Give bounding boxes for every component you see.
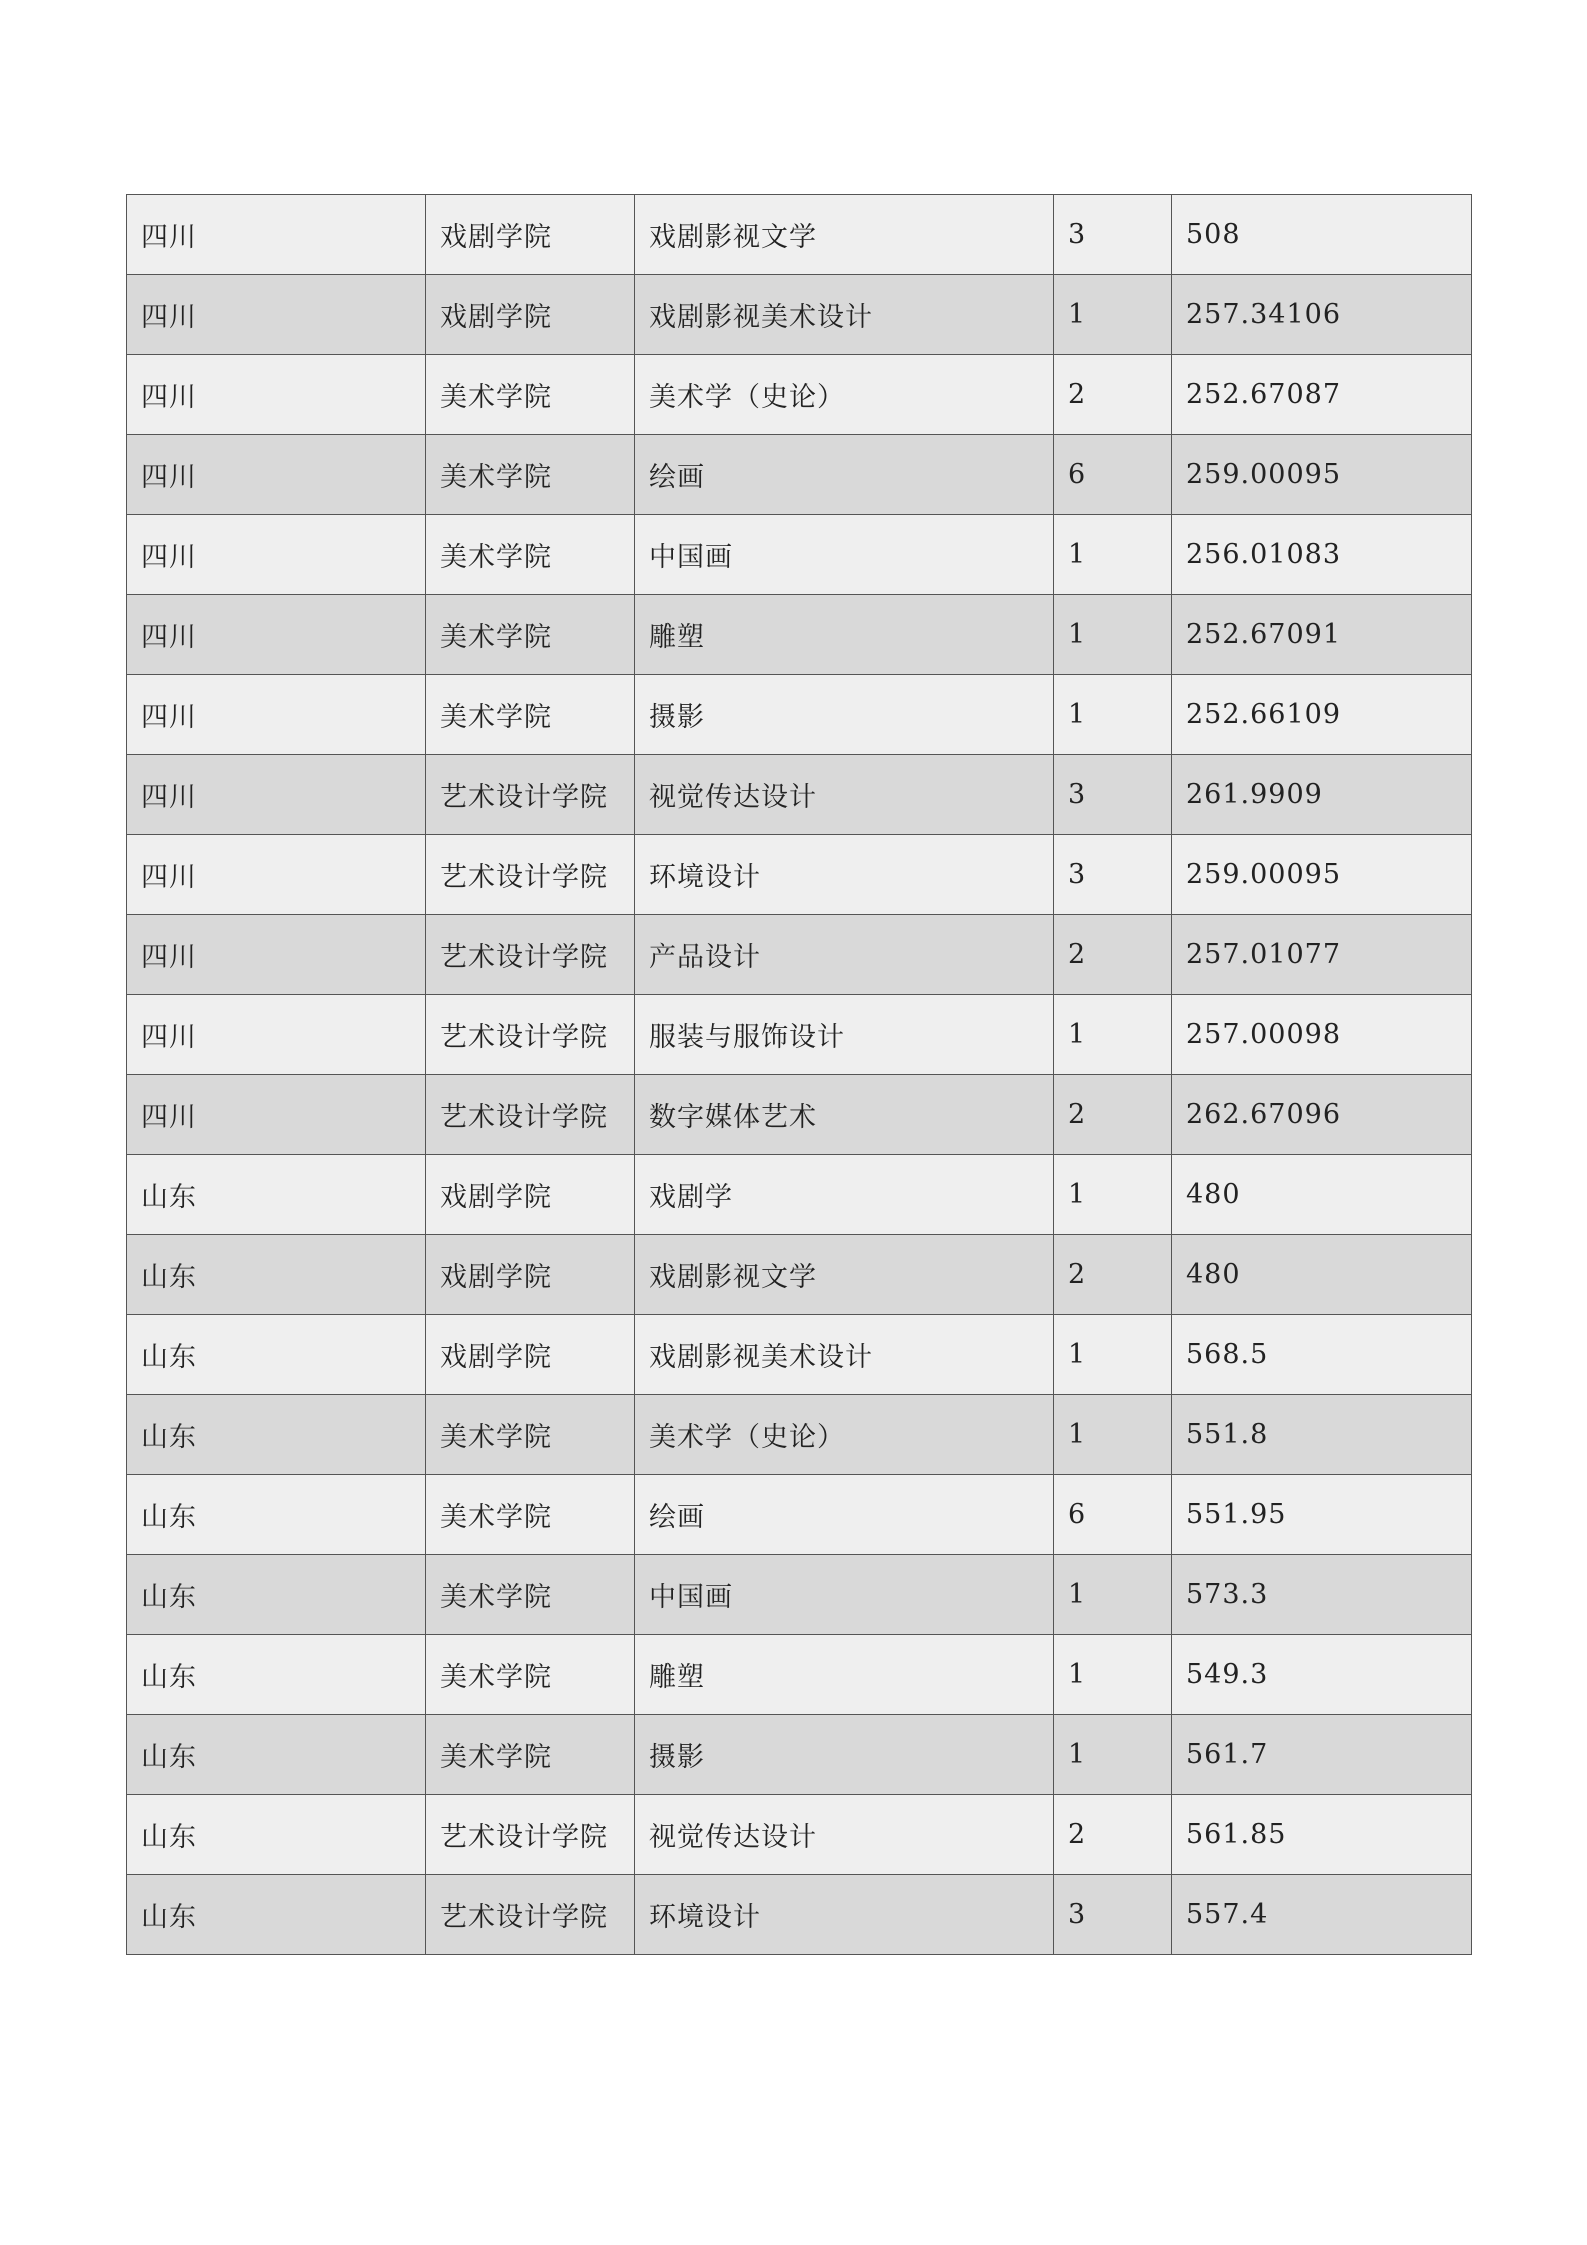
score-cell: 252.66109 (1172, 675, 1472, 755)
province-cell: 四川 (127, 675, 426, 755)
major-cell: 中国画 (635, 515, 1054, 595)
table-row (127, 1075, 1472, 1155)
table-row (127, 1555, 1472, 1635)
province-cell: 山东 (127, 1555, 426, 1635)
table-row (127, 1395, 1472, 1475)
count-cell: 3 (1054, 755, 1172, 835)
score-cell: 262.67096 (1172, 1075, 1472, 1155)
province-cell: 山东 (127, 1475, 426, 1555)
table-row (127, 835, 1472, 915)
major-cell: 戏剧影视文学 (635, 1235, 1054, 1315)
college-cell: 艺术设计学院 (426, 995, 635, 1075)
major-cell: 戏剧影视美术设计 (635, 275, 1054, 355)
table-row (127, 1315, 1472, 1395)
province-cell: 四川 (127, 355, 426, 435)
count-cell: 6 (1054, 435, 1172, 515)
province-cell: 四川 (127, 595, 426, 675)
count-cell: 1 (1054, 595, 1172, 675)
province-cell: 山东 (127, 1155, 426, 1235)
table-row (127, 1875, 1472, 1955)
table-row (127, 435, 1472, 515)
score-cell: 551.95 (1172, 1475, 1472, 1555)
major-cell: 中国画 (635, 1555, 1054, 1635)
province-cell: 四川 (127, 275, 426, 355)
college-cell: 戏剧学院 (426, 1235, 635, 1315)
college-cell: 美术学院 (426, 355, 635, 435)
college-cell: 艺术设计学院 (426, 835, 635, 915)
table-row (127, 995, 1472, 1075)
province-cell: 山东 (127, 1875, 426, 1955)
province-cell: 山东 (127, 1715, 426, 1795)
table-row (127, 595, 1472, 675)
table-row (127, 915, 1472, 995)
count-cell: 1 (1054, 1395, 1172, 1475)
province-cell: 山东 (127, 1235, 426, 1315)
table-row (127, 1235, 1472, 1315)
score-cell: 257.00098 (1172, 995, 1472, 1075)
college-cell: 艺术设计学院 (426, 755, 635, 835)
major-cell: 环境设计 (635, 835, 1054, 915)
count-cell: 2 (1054, 1075, 1172, 1155)
score-cell: 252.67087 (1172, 355, 1472, 435)
score-cell: 480 (1172, 1155, 1472, 1235)
score-cell: 252.67091 (1172, 595, 1472, 675)
score-cell: 259.00095 (1172, 835, 1472, 915)
province-cell: 四川 (127, 435, 426, 515)
table-row (127, 195, 1472, 275)
count-cell: 2 (1054, 1235, 1172, 1315)
score-cell: 259.00095 (1172, 435, 1472, 515)
province-cell: 山东 (127, 1315, 426, 1395)
province-cell: 山东 (127, 1635, 426, 1715)
score-cell: 557.4 (1172, 1875, 1472, 1955)
count-cell: 1 (1054, 1155, 1172, 1235)
score-cell: 508 (1172, 195, 1472, 275)
major-cell: 戏剧影视文学 (635, 195, 1054, 275)
score-cell: 568.5 (1172, 1315, 1472, 1395)
score-cell: 561.85 (1172, 1795, 1472, 1875)
count-cell: 1 (1054, 1555, 1172, 1635)
province-cell: 四川 (127, 1075, 426, 1155)
college-cell: 艺术设计学院 (426, 1075, 635, 1155)
college-cell: 艺术设计学院 (426, 915, 635, 995)
major-cell: 视觉传达设计 (635, 1795, 1054, 1875)
college-cell: 美术学院 (426, 1715, 635, 1795)
count-cell: 1 (1054, 1315, 1172, 1395)
major-cell: 戏剧影视美术设计 (635, 1315, 1054, 1395)
college-cell: 美术学院 (426, 1475, 635, 1555)
score-cell: 573.3 (1172, 1555, 1472, 1635)
table-row (127, 755, 1472, 835)
province-cell: 四川 (127, 835, 426, 915)
score-cell: 551.8 (1172, 1395, 1472, 1475)
score-cell: 257.01077 (1172, 915, 1472, 995)
college-cell: 美术学院 (426, 1635, 635, 1715)
college-cell: 戏剧学院 (426, 195, 635, 275)
table-body (127, 195, 1472, 1955)
college-cell: 美术学院 (426, 1555, 635, 1635)
admission-table-container (126, 194, 1471, 1955)
table-row (127, 1795, 1472, 1875)
major-cell: 环境设计 (635, 1875, 1054, 1955)
count-cell: 6 (1054, 1475, 1172, 1555)
count-cell: 2 (1054, 915, 1172, 995)
college-cell: 艺术设计学院 (426, 1795, 635, 1875)
table-row (127, 675, 1472, 755)
score-cell: 256.01083 (1172, 515, 1472, 595)
college-cell: 美术学院 (426, 595, 635, 675)
major-cell: 美术学（史论） (635, 355, 1054, 435)
score-cell: 257.34106 (1172, 275, 1472, 355)
table-row (127, 1155, 1472, 1235)
table-row (127, 355, 1472, 435)
province-cell: 山东 (127, 1795, 426, 1875)
count-cell: 3 (1054, 835, 1172, 915)
province-cell: 四川 (127, 195, 426, 275)
province-cell: 四川 (127, 915, 426, 995)
major-cell: 美术学（史论） (635, 1395, 1054, 1475)
college-cell: 戏剧学院 (426, 1315, 635, 1395)
count-cell: 3 (1054, 1875, 1172, 1955)
major-cell: 产品设计 (635, 915, 1054, 995)
count-cell: 1 (1054, 995, 1172, 1075)
major-cell: 绘画 (635, 1475, 1054, 1555)
major-cell: 数字媒体艺术 (635, 1075, 1054, 1155)
admission-table (126, 194, 1472, 1955)
province-cell: 山东 (127, 1395, 426, 1475)
score-cell: 549.3 (1172, 1635, 1472, 1715)
count-cell: 2 (1054, 1795, 1172, 1875)
score-cell: 261.9909 (1172, 755, 1472, 835)
major-cell: 摄影 (635, 675, 1054, 755)
table-row (127, 1635, 1472, 1715)
college-cell: 美术学院 (426, 515, 635, 595)
province-cell: 四川 (127, 755, 426, 835)
table-row (127, 275, 1472, 355)
count-cell: 3 (1054, 195, 1172, 275)
score-cell: 561.7 (1172, 1715, 1472, 1795)
table-row (127, 1715, 1472, 1795)
major-cell: 绘画 (635, 435, 1054, 515)
count-cell: 1 (1054, 515, 1172, 595)
major-cell: 视觉传达设计 (635, 755, 1054, 835)
count-cell: 1 (1054, 1715, 1172, 1795)
province-cell: 四川 (127, 995, 426, 1075)
major-cell: 雕塑 (635, 595, 1054, 675)
count-cell: 1 (1054, 675, 1172, 755)
count-cell: 2 (1054, 355, 1172, 435)
score-cell: 480 (1172, 1235, 1472, 1315)
college-cell: 美术学院 (426, 1395, 635, 1475)
table-row (127, 515, 1472, 595)
college-cell: 艺术设计学院 (426, 1875, 635, 1955)
count-cell: 1 (1054, 275, 1172, 355)
province-cell: 四川 (127, 515, 426, 595)
major-cell: 服装与服饰设计 (635, 995, 1054, 1075)
college-cell: 戏剧学院 (426, 1155, 635, 1235)
college-cell: 美术学院 (426, 675, 635, 755)
college-cell: 戏剧学院 (426, 275, 635, 355)
major-cell: 雕塑 (635, 1635, 1054, 1715)
count-cell: 1 (1054, 1635, 1172, 1715)
major-cell: 戏剧学 (635, 1155, 1054, 1235)
college-cell: 美术学院 (426, 435, 635, 515)
table-row (127, 1475, 1472, 1555)
major-cell: 摄影 (635, 1715, 1054, 1795)
